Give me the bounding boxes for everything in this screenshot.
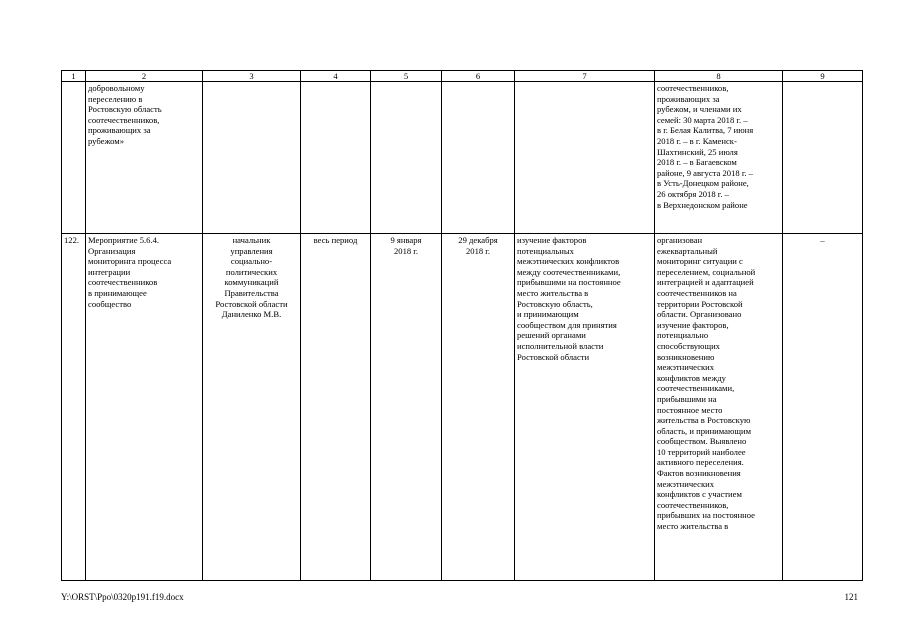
- file-path: Y:\ORST\Ppo\0320p191.f19.docx: [61, 592, 184, 602]
- note-cell: [783, 82, 863, 234]
- header-cell: 1: [62, 71, 86, 82]
- period-cell: [301, 82, 371, 234]
- end-date-cell: [442, 82, 515, 234]
- note-cell: –: [783, 234, 863, 581]
- header-row: [62, 71, 863, 82]
- activity-name-cell: добровольному переселению в Ростовскую область соотечественников, проживающих за рубежом»: [86, 82, 203, 234]
- header-cell: 2: [86, 71, 203, 82]
- expected-result-cell: изучение факторов потенциальных межэтнических конфликтов между соотечественниками, прибывшими на постоянное место жительства в Ростовскую область, и принимающим сообществом для принятия решений органами исполнительной власти Ростовской области: [515, 234, 655, 581]
- responsible-cell: начальник управления социально- политических коммуникаций Правительства Ростовской области Даниленко М.В.: [203, 234, 301, 581]
- header-cell: 4: [301, 71, 371, 82]
- header-cell: 5: [371, 71, 442, 82]
- end-date-cell: 29 декабря 2018 г.: [442, 234, 515, 581]
- page-number: 121: [844, 592, 858, 602]
- actual-result-cell: организован ежеквартальный мониторинг ситуации с переселением, социальной интеграцией и адаптацией соотечественников на территории Ростовской области. Организовано изучение факторов, потенциально способствующих возникновению межэтнических конфликтов между соотечественниками, прибывшими на постоянное место жительства в Ростовскую область, и принимающим сообществом. Выявлено 10 территорий наиболее активного переселения. Фактов возникновения межэтнических конфликтов с участием соотечественников, прибывших на постоянное место жительства в: [655, 234, 783, 581]
- header-cell: 3: [203, 71, 301, 82]
- expected-result-cell: [515, 82, 655, 234]
- activity-name-cell: Мероприятие 5.6.4. Организация мониторинга процесса интеграции соотечественников в принимающее сообщество: [86, 234, 203, 581]
- row-number-cell: 122.: [62, 234, 86, 581]
- header-cell: 9: [783, 71, 863, 82]
- header-cell: 6: [442, 71, 515, 82]
- header-cell: 7: [515, 71, 655, 82]
- header-cell: 8: [655, 71, 783, 82]
- row-number-cell: [62, 82, 86, 234]
- table-row: [62, 234, 863, 581]
- table-row: [62, 82, 863, 234]
- actual-result-cell: соотечественников, проживающих за рубежом, и членами их семей: 30 марта 2018 г. – в г. Белая Калитва, 7 июня 2018 г. – в г. Каменск- Шахтинский, 25 июля 2018 г. – в Багаевском районе, 9 августа 2018 г. – в Усть-Донецком районе, 26 октября 2018 г. – в Верхнедонском районе: [655, 82, 783, 234]
- document-table: [61, 70, 863, 581]
- start-date-cell: 9 января 2018 г.: [371, 234, 442, 581]
- start-date-cell: [371, 82, 442, 234]
- period-cell: весь период: [301, 234, 371, 581]
- responsible-cell: [203, 82, 301, 234]
